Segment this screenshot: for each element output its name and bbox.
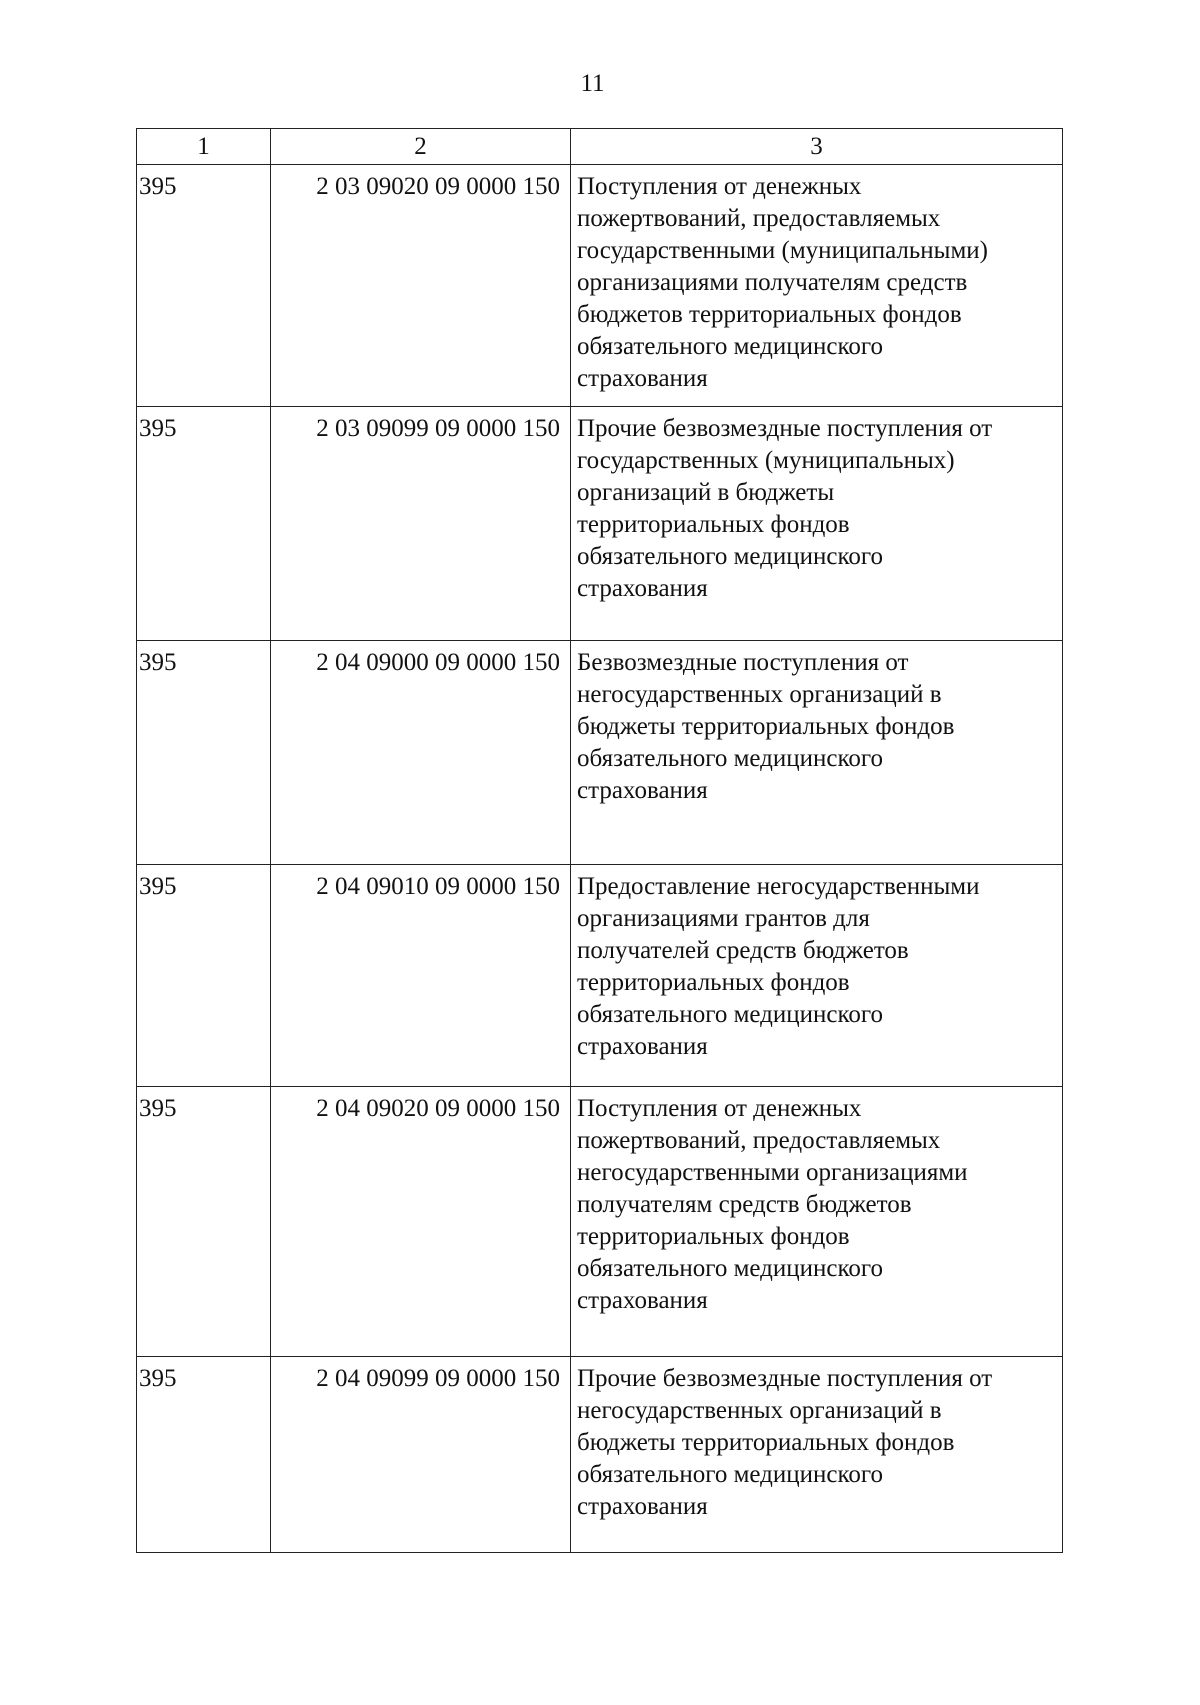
budget-code-cell: 2 04 09099 09 0000 150 xyxy=(271,1357,571,1553)
table-row xyxy=(137,865,1063,1087)
revenue-name-cell xyxy=(571,407,1063,641)
revenue-name-text: Прочие безвозмездные поступления от государственных (муниципальных) организаций в бюджеты территориальных фондов обязательного медицинского страхования xyxy=(577,415,993,602)
table-row xyxy=(137,165,1063,407)
column-header-2: 2 xyxy=(271,129,571,165)
revenue-name-cell xyxy=(571,1087,1063,1357)
admin-code-cell: 395 xyxy=(137,865,271,1087)
budget-code-cell: 2 04 09020 09 0000 150 xyxy=(271,1087,571,1357)
revenue-name-text: Безвозмездные поступления от негосударственных организаций в бюджеты территориальных фондов обязательного медицинского страхования xyxy=(577,649,955,804)
column-header-3: 3 xyxy=(571,129,1063,165)
revenue-name-text: Прочие безвозмездные поступления от негосударственных организаций в бюджеты территориальных фондов обязательного медицинского страхования xyxy=(577,1365,993,1520)
revenue-name-cell xyxy=(571,865,1063,1087)
budget-code-cell: 2 04 09000 09 0000 150 xyxy=(271,641,571,865)
page-number: 11 xyxy=(580,70,605,97)
revenue-name-text: Поступления от денежных пожертвований, предоставляемых негосударственными организациями получателям средств бюджетов территориальных фондов обязательного медицинского страхования xyxy=(577,1095,968,1314)
column-header-1: 1 xyxy=(137,129,271,165)
table-row xyxy=(137,641,1063,865)
admin-code-cell: 395 xyxy=(137,165,271,407)
admin-code-cell: 395 xyxy=(137,641,271,865)
revenue-name-text: Предоставление негосударственными организациями грантов для получателей средств бюджетов территориальных фондов обязательного медицинского страхования xyxy=(577,873,980,1060)
table-row xyxy=(137,1357,1063,1553)
budget-classification-table xyxy=(136,128,1063,1553)
revenue-name-cell xyxy=(571,1357,1063,1553)
admin-code-cell: 395 xyxy=(137,1087,271,1357)
table-header-row xyxy=(137,129,1063,165)
table-row xyxy=(137,1087,1063,1357)
admin-code-cell: 395 xyxy=(137,1357,271,1553)
admin-code-cell: 395 xyxy=(137,407,271,641)
budget-code-cell: 2 04 09010 09 0000 150 xyxy=(271,865,571,1087)
budget-code-cell: 2 03 09020 09 0000 150 xyxy=(271,165,571,407)
budget-code-cell: 2 03 09099 09 0000 150 xyxy=(271,407,571,641)
revenue-name-cell xyxy=(571,641,1063,865)
table-row xyxy=(137,407,1063,641)
revenue-name-cell xyxy=(571,165,1063,407)
revenue-name-text: Поступления от денежных пожертвований, предоставляемых государственными (муниципальными) организациями получателям средств бюджетов территориальных фондов обязательного медицинского страхования xyxy=(577,173,988,392)
